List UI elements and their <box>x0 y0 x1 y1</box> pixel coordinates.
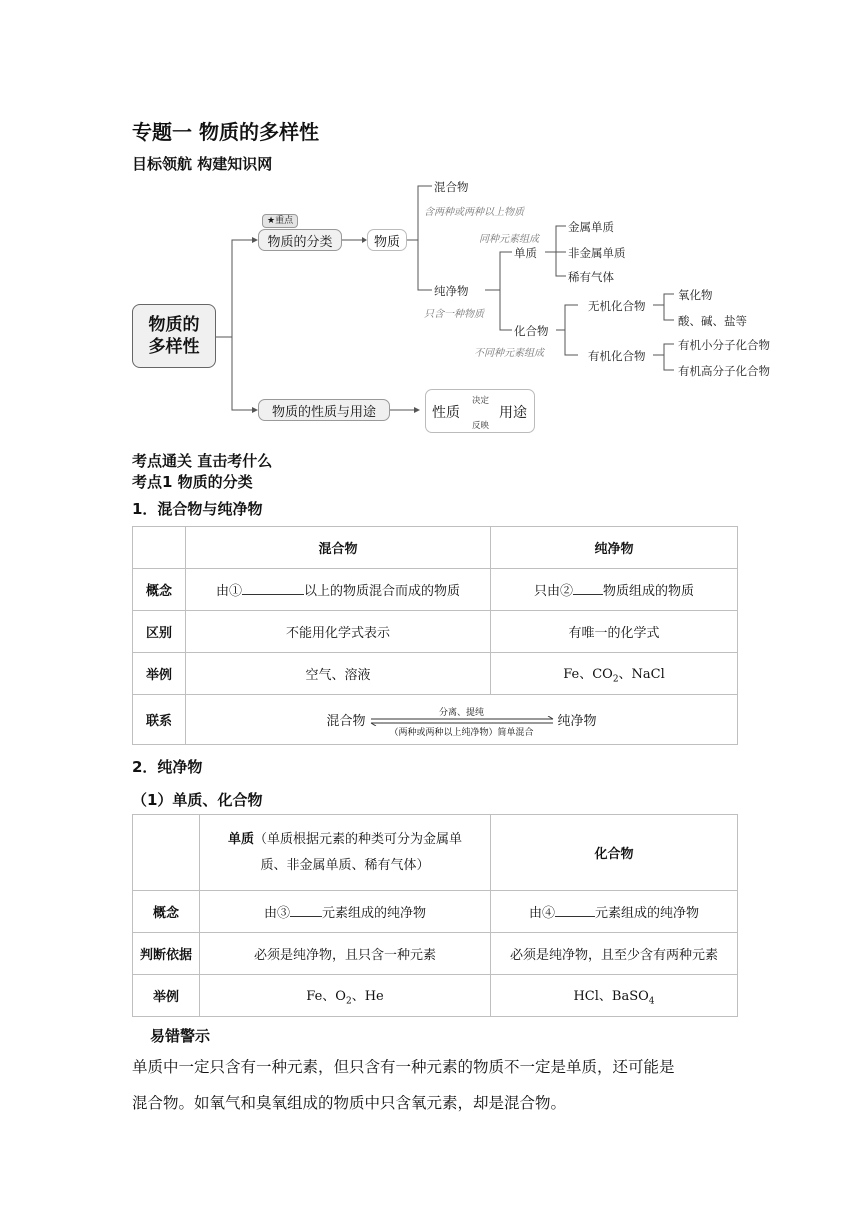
cell-example-mixture: 空气、溶液 <box>186 653 491 695</box>
node-mixture: 混合物 <box>434 180 469 194</box>
label-decide: 决定 <box>472 396 490 406</box>
blank-3[interactable] <box>290 904 322 917</box>
row-label: 举例 <box>133 975 200 1017</box>
note-mixture: 含两种或两种以上物质 <box>424 207 524 218</box>
node-inorganic: 无机化合物 <box>588 299 646 313</box>
row-label: 联系 <box>133 695 186 745</box>
node-large-organic: 有机高分子化合物 <box>678 364 770 378</box>
col-header-mixture: 混合物 <box>186 527 491 569</box>
node-element: 单质 <box>514 246 537 260</box>
row-label: 举例 <box>133 653 186 695</box>
node-substance: 物质 <box>367 229 407 251</box>
node-noble-gas: 稀有气体 <box>568 270 614 284</box>
blank-4[interactable] <box>555 904 595 917</box>
sub-heading-2: 2．纯净物 <box>132 758 203 776</box>
cell-concept-mixture: 由① 以上的物质混合而成的物质 <box>186 569 491 611</box>
table-row <box>133 933 738 975</box>
node-organic: 有机化合物 <box>588 349 646 363</box>
node-acid-base-salt: 酸、碱、盐等 <box>678 314 747 328</box>
node-small-organic: 有机小分子化合物 <box>678 338 770 352</box>
point-heading: 考点1 物质的分类 <box>132 473 253 491</box>
table-row <box>133 569 738 611</box>
row-label: 判断依据 <box>133 933 200 975</box>
node-use: 用途 <box>499 405 527 421</box>
table-row <box>133 611 738 653</box>
cell-basis-compound: 必须是纯净物，且至少含有两种元素 <box>491 933 738 975</box>
cell-example-element: Fe、$O_2$、He <box>200 975 491 1017</box>
relation-right: 纯净物 <box>557 714 597 729</box>
table-corner <box>133 527 186 569</box>
mixture-pure-table <box>132 526 738 745</box>
note-compound: 不同种元素组成 <box>474 348 544 359</box>
relation-top: 分离、提纯 <box>438 707 484 718</box>
row-label: 概念 <box>133 891 200 933</box>
cell-diff-pure: 有唯一的化学式 <box>491 611 738 653</box>
table-row <box>133 695 738 745</box>
blank-2[interactable] <box>573 582 603 595</box>
node-oxide: 氧化物 <box>678 288 713 302</box>
col-header-element: 单质（单质根据元素的种类可分为金属单 质、非金属单质、稀有气体） <box>200 815 491 891</box>
warning-line-2: 混合物。如氧气和臭氧组成的物质中只含氧元素，却是混合物。 <box>132 1094 567 1112</box>
relation-bottom: （两种或两种以上纯净物）简单混合 <box>389 727 534 738</box>
node-nonmetal: 非金属单质 <box>568 246 626 260</box>
row-label: 区别 <box>133 611 186 653</box>
branch-classification: 物质的分类 <box>258 229 342 251</box>
cell-example-compound: HCl、BaSO$_4$ <box>491 975 738 1017</box>
root-node <box>132 304 216 368</box>
note-element: 同种元素组成 <box>479 234 539 245</box>
col-header-compound: 化合物 <box>491 815 738 891</box>
root-line2: 多样性 <box>148 337 200 357</box>
cell-concept-compound: 由④ 元素组成的纯净物 <box>491 891 738 933</box>
sub-heading-2-1: （1）单质、化合物 <box>132 791 263 809</box>
table-corner <box>133 815 200 891</box>
note-pure: 只含一种物质 <box>424 309 484 320</box>
element-compound-table <box>132 814 738 1017</box>
page-title: 专题一 物质的多样性 <box>132 120 319 144</box>
blank-1[interactable] <box>242 582 304 595</box>
section-subtitle: 目标领航 构建知识网 <box>132 155 273 173</box>
cell-concept-pure: 只由② 物质组成的物质 <box>491 569 738 611</box>
section-heading: 考点通关 直击考什么 <box>132 452 273 470</box>
node-property: 性质 <box>432 405 460 421</box>
cell-example-pure: Fe、$CO_2$、NaCl <box>491 653 738 695</box>
cell-concept-element: 由③ 元素组成的纯净物 <box>200 891 491 933</box>
table-row <box>133 891 738 933</box>
branch-property-use: 物质的性质与用途 <box>258 399 390 421</box>
table-row <box>133 653 738 695</box>
cell-relation <box>186 695 738 745</box>
warning-line-1: 单质中一定只含有一种元素，但只含有一种元素的物质不一定是单质，还可能是 <box>132 1058 675 1076</box>
cell-diff-mixture: 不能用化学式表示 <box>186 611 491 653</box>
root-line1: 物质的 <box>148 315 200 335</box>
key-point-badge: ★重点 <box>262 214 298 228</box>
table-row <box>133 975 738 1017</box>
node-compound: 化合物 <box>514 324 549 338</box>
node-pure: 纯净物 <box>434 284 469 298</box>
relation-left: 混合物 <box>326 714 366 729</box>
node-metal: 金属单质 <box>568 220 614 234</box>
row-label: 概念 <box>133 569 186 611</box>
cell-basis-element: 必须是纯净物，且只含一种元素 <box>200 933 491 975</box>
col-header-pure: 纯净物 <box>491 527 738 569</box>
warning-title: 易错警示 <box>150 1027 211 1045</box>
sub-heading-1: 1．混合物与纯净物 <box>132 500 263 518</box>
label-reflect: 反映 <box>472 421 490 431</box>
relation-arrows <box>369 705 555 738</box>
